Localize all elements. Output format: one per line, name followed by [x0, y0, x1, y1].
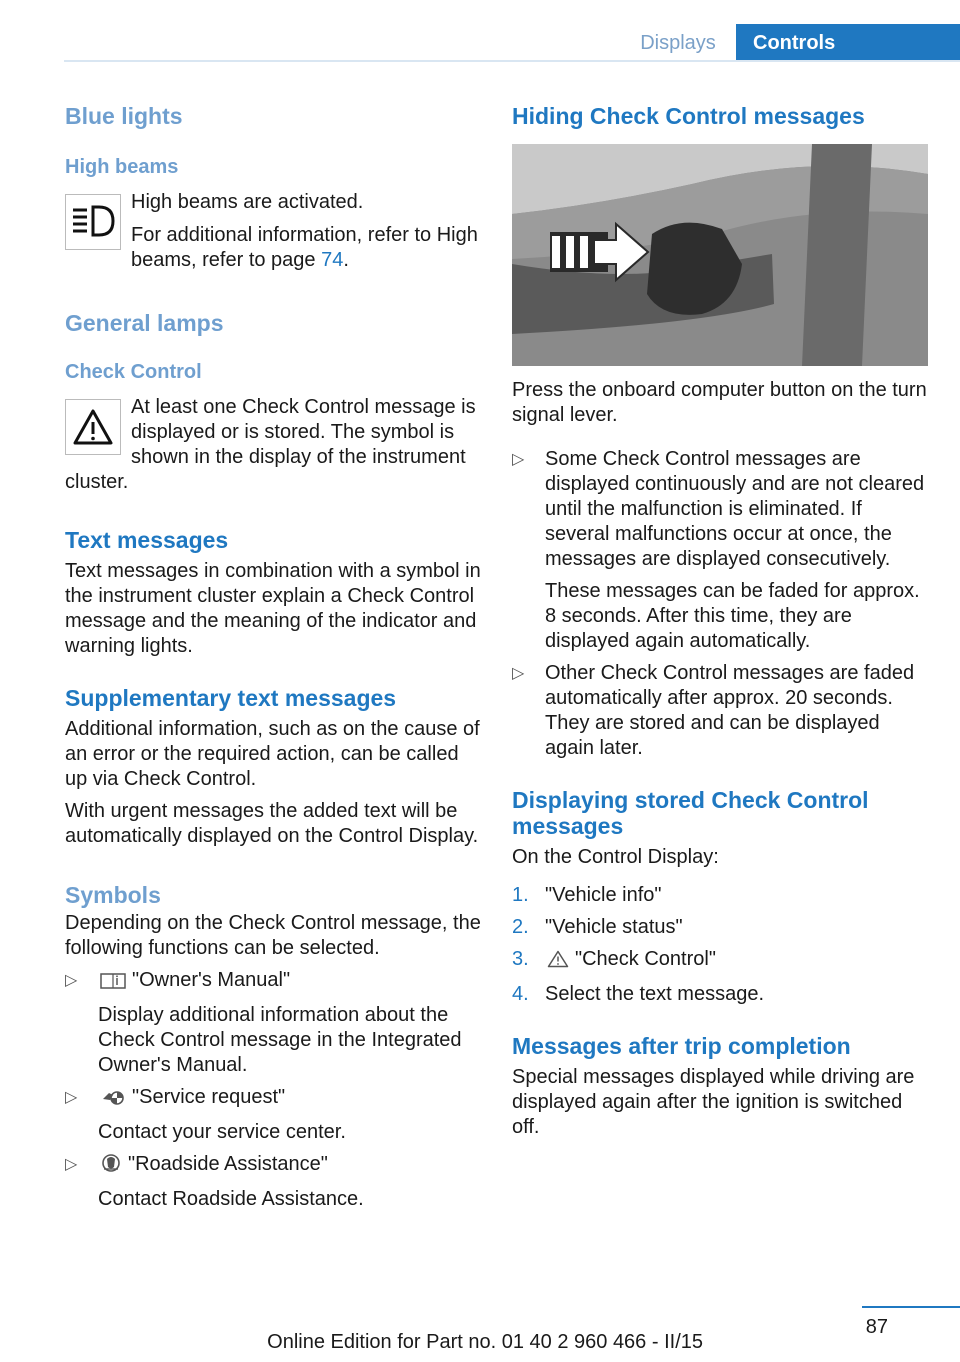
- service-request-label: "Service request": [132, 1086, 286, 1108]
- after-trip-text: Special messages displayed while driving are displayed again after the ignition is switched off.: [512, 1066, 915, 1138]
- after-trip-heading: Messages after trip completion: [512, 1033, 851, 1059]
- supplementary-text-1: Additional information, such as on the cause of an error or the required action, can be called up via Check Control.: [65, 718, 480, 790]
- text-messages-heading: Text messages: [65, 527, 229, 553]
- page-link-74[interactable]: 74: [321, 249, 344, 271]
- roadside-assistance-label: "Roadside Assistance": [128, 1153, 328, 1175]
- general-lamps-heading: General lamps: [65, 310, 224, 336]
- left-column: [65, 100, 483, 1212]
- displaying-heading: Displaying stored Check Control messages: [512, 787, 869, 839]
- page-number: 87: [865, 1316, 888, 1338]
- high-beams-block: [65, 190, 483, 273]
- hiding-bullet-2-text: Other Check Control messages are faded automatically after approx. 20 seconds. They are stored and can be displayed again later.: [545, 662, 915, 759]
- step-3-text: "Check Control": [575, 948, 716, 970]
- step-3: 3. "Check Control": [512, 947, 930, 975]
- text-messages-text: Text messages in combination with a symbol in the instrument cluster explain a Check Control message and the meaning of the indicator and warning lights.: [65, 560, 481, 657]
- roadside-assistance-icon: [100, 1153, 122, 1180]
- symbol-item-owners-manual: ▷ "Owner's Manual" Display additional information about the Check Control message in the Integrated Owner's Manual.: [65, 968, 483, 1078]
- check-control-text: At least one Check Control message is displayed or is stored. The symbol is shown in the display of the instrument cluster.: [65, 396, 476, 493]
- check-control-heading: Check Control: [65, 361, 202, 383]
- edition-line: Online Edition for Part no. 01 40 2 960 466 - II/15: [267, 1331, 703, 1353]
- blue-lights-heading: Blue lights: [65, 103, 183, 129]
- supplementary-text-2: With urgent messages the added text will be automatically displayed on the Control Display.: [65, 800, 479, 847]
- check-control-block: [65, 395, 483, 495]
- owners-manual-desc: Display additional information about the Check Control message in the Integrated Owner's Manual.: [98, 1004, 462, 1076]
- step-1: 1. "Vehicle info": [512, 884, 662, 906]
- displaying-intro: On the Control Display:: [512, 846, 719, 868]
- step-4: 4. Select the text message.: [512, 983, 765, 1005]
- header-section-tab: Displays: [640, 32, 716, 54]
- owners-manual-label: "Owner's Manual": [132, 969, 291, 991]
- hiding-bullet-1-text-2: These messages can be faded for approx. 8 seconds. After this time, they are displayed again automatically.: [545, 580, 920, 652]
- header-chapter-tab: Controls: [736, 24, 960, 62]
- footer-rule: [862, 1306, 960, 1308]
- roadside-assistance-desc: Contact Roadside Assistance.: [98, 1188, 364, 1210]
- turn-signal-lever-photo: [512, 144, 928, 366]
- supplementary-heading: Supplementary text messages: [65, 685, 397, 711]
- hiding-bullet-1: ▷ Some Check Control messages are displayed continuously and are not cleared until the malfunction is eliminated. If several malfunctions occur at once, the messages are displayed consecutively. These messages can be faded for approx. 8 seconds. After this time, they are displayed again automatically.: [512, 447, 930, 654]
- warning-triangle-icon: [547, 950, 569, 975]
- symbols-heading: Symbols: [65, 882, 161, 908]
- symbols-intro: Depending on the Check Control message, the following functions can be selected.: [65, 912, 481, 959]
- warning-triangle-icon: [65, 399, 121, 455]
- book-icon: [100, 971, 126, 996]
- right-column: [512, 100, 930, 1140]
- step-2: 2. "Vehicle status": [512, 916, 683, 938]
- high-beams-text-2: For additional information, refer to High beams, refer to page 74.: [131, 224, 478, 271]
- header-rule: [64, 60, 960, 62]
- hiding-bullet-2: ▷ Other Check Control messages are faded automatically after approx. 20 seconds. They are stored and can be displayed again later.: [512, 661, 930, 761]
- hiding-intro: Press the onboard computer button on the turn signal lever.: [512, 379, 927, 426]
- bmw-service-icon: [100, 1088, 126, 1113]
- symbol-item-service-request: ▷ "Service request" Contact your service center.: [65, 1085, 483, 1145]
- high-beams-text-1: High beams are activated.: [131, 191, 364, 213]
- high-beam-icon: [65, 194, 121, 250]
- high-beams-heading: High beams: [65, 156, 179, 178]
- symbol-item-roadside-assistance: ▷ "Roadside Assistance" Contact Roadside Assistance.: [65, 1152, 483, 1212]
- service-request-desc: Contact your service center.: [98, 1121, 346, 1143]
- hiding-bullet-1-text-1: Some Check Control messages are displayed continuously and are not cleared until the malfunction is eliminated. If several malfunctions occur at once, the messages are displayed consecutively.: [545, 448, 925, 570]
- hiding-heading: Hiding Check Control messages: [512, 103, 865, 129]
